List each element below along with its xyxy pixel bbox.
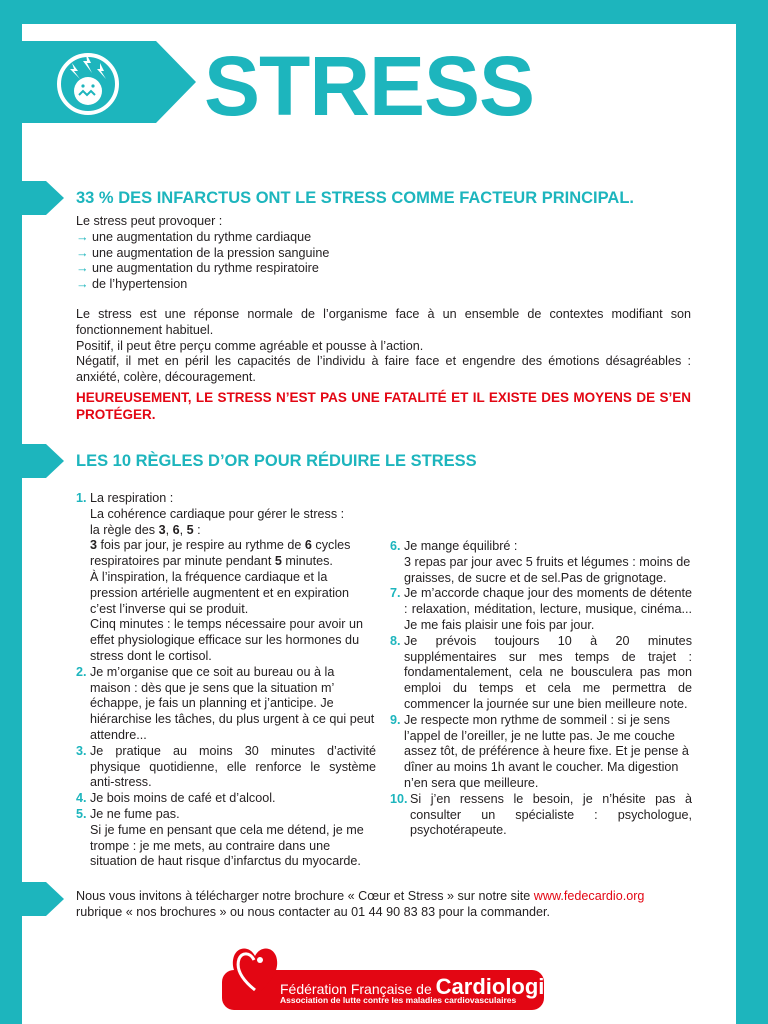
heart-logo-icon	[228, 940, 282, 1000]
stress-explanation	[76, 307, 691, 386]
website-link[interactable]: www.fedecardio.org	[533, 889, 645, 903]
section-marker	[0, 181, 64, 215]
arrow-right-icon: →	[76, 245, 89, 260]
list-item: → une augmentation de la pression sanguine	[76, 245, 330, 260]
rule-item: 6. Je mange équilibré : 3 repas par jour avec 5 fruits et légumes : moins de graisses, de sucre et de sel.Pas de grignotage.	[390, 539, 691, 585]
rule-item: 9. Je respecte mon rythme de sommeil : si je sens l’appel de l’oreiller, je ne lutte pas. Je me couche assez tôt, de préférence à heure fixe. Et je pense à dîner au moins 1h avant le coucher. Ma digestion n’en sera que meilleure.	[390, 712, 689, 790]
logo-subtitle: Association de lutte contre les maladies cardiovasculaires	[280, 995, 517, 1005]
rule-item: 7. Je m’accorde chaque jour des moments de détente : relaxation, méditation, lecture, musique, cinéma... Je me fais plaisir une fois par jour.	[390, 586, 692, 632]
paragraph: Le stress est une réponse normale de l’organisme face à un ensemble de contextes modifiant son fonctionnement habituel.	[76, 307, 691, 337]
arrow-right-icon: →	[76, 261, 89, 276]
rule-item: 1. La respiration : La cohérence cardiaque pour gérer le stress : la règle des 3, 6, 5 : 3 fois par jour, je respire au rythme de 6 cycles respiratoires par minute pendant 5 minutes. À l’inspiration, la fréquence cardiaque et la pression artérielle augmentent et en expiration c’est l’inverse qui se produit. Cinq minutes : le temps nécessaire pour avoir un effet physiologique efficace sur les hormones du stress dont le cortisol.	[76, 491, 363, 663]
intro-text: Le stress peut provoquer :	[76, 214, 223, 228]
list-item: → de l’hypertension	[76, 277, 188, 292]
rule-item: 2. Je m’organise que ce soit au bureau ou à la maison : dès que je sens que la situation m’ échappe, je fais un planning et j’anticipe. Je hiérarchise les tâches, du plus urgent à ce qui peut attendre...	[76, 664, 375, 742]
section-heading-rules: LES 10 RÈGLES D’OR POUR RÉDUIRE LE STRESS	[76, 452, 477, 470]
list-item: → une augmentation du rythme respiratoire	[76, 261, 319, 276]
rule-item: 8. Je prévois toujours 10 à 20 minutes supplémentaires sur mes temps de trajet : fondamentalement, cela ne bousculera pas mon emploi du temps et cela me permettra de commencer la journée sur une bien meilleure note.	[390, 633, 692, 711]
logo-title: Fédération Française de Cardiologie	[280, 974, 557, 999]
page-title: STRESS	[204, 39, 535, 133]
paragraph: Positif, il peut être perçu comme agréable et pousse à l’action.	[76, 338, 424, 353]
rule-item: 5. Je ne fume pas. Si je fume en pensant que cela me détend, je me trompe : je me mets, au contraire dans une situation de haut risque d’infarctus du myocarde.	[76, 806, 364, 869]
rules-column-left	[76, 491, 376, 870]
header-banner	[0, 41, 196, 123]
section-heading-infarctus: 33 % DES INFARCTUS ONT LE STRESS COMME FACTEUR PRINCIPAL.	[76, 189, 634, 207]
paragraph: Négatif, il met en péril les capacités de l’individu à faire face et engendre des émotions désagréables : anxiété, colère, découragement.	[76, 354, 691, 385]
emphasis-statement: HEUREUSEMENT, LE STRESS N’EST PAS UNE FATALITÉ ET IL EXISTE DES MOYENS DE S’EN PROTÉGER.	[76, 390, 691, 422]
rule-item: 4. Je bois moins de café et d’alcool.	[76, 791, 276, 806]
section-marker	[0, 444, 64, 478]
list-item: → une augmentation du rythme cardiaque	[76, 229, 312, 244]
section-marker	[0, 882, 64, 916]
footer-note: Nous vous invitons à télécharger notre brochure « Cœur et Stress » sur notre site www.fedecardio.org rubrique « nos brochures » ou nous contacter au 01 44 90 83 83 pour la commander.	[76, 889, 645, 919]
rules-column-right	[390, 539, 692, 839]
arrow-right-icon: →	[76, 277, 89, 292]
arrow-right-icon: →	[76, 229, 89, 244]
rule-item: 3. Je pratique au moins 30 minutes d’activité physique quotidienne, elle renforce le système anti-stress.	[76, 743, 376, 790]
rule-item: 10. Si j’en ressens le besoin, je n’hésite pas à consulter un spécialiste : psychologue, psychotérapeute.	[390, 791, 692, 838]
effects-list	[76, 214, 696, 293]
